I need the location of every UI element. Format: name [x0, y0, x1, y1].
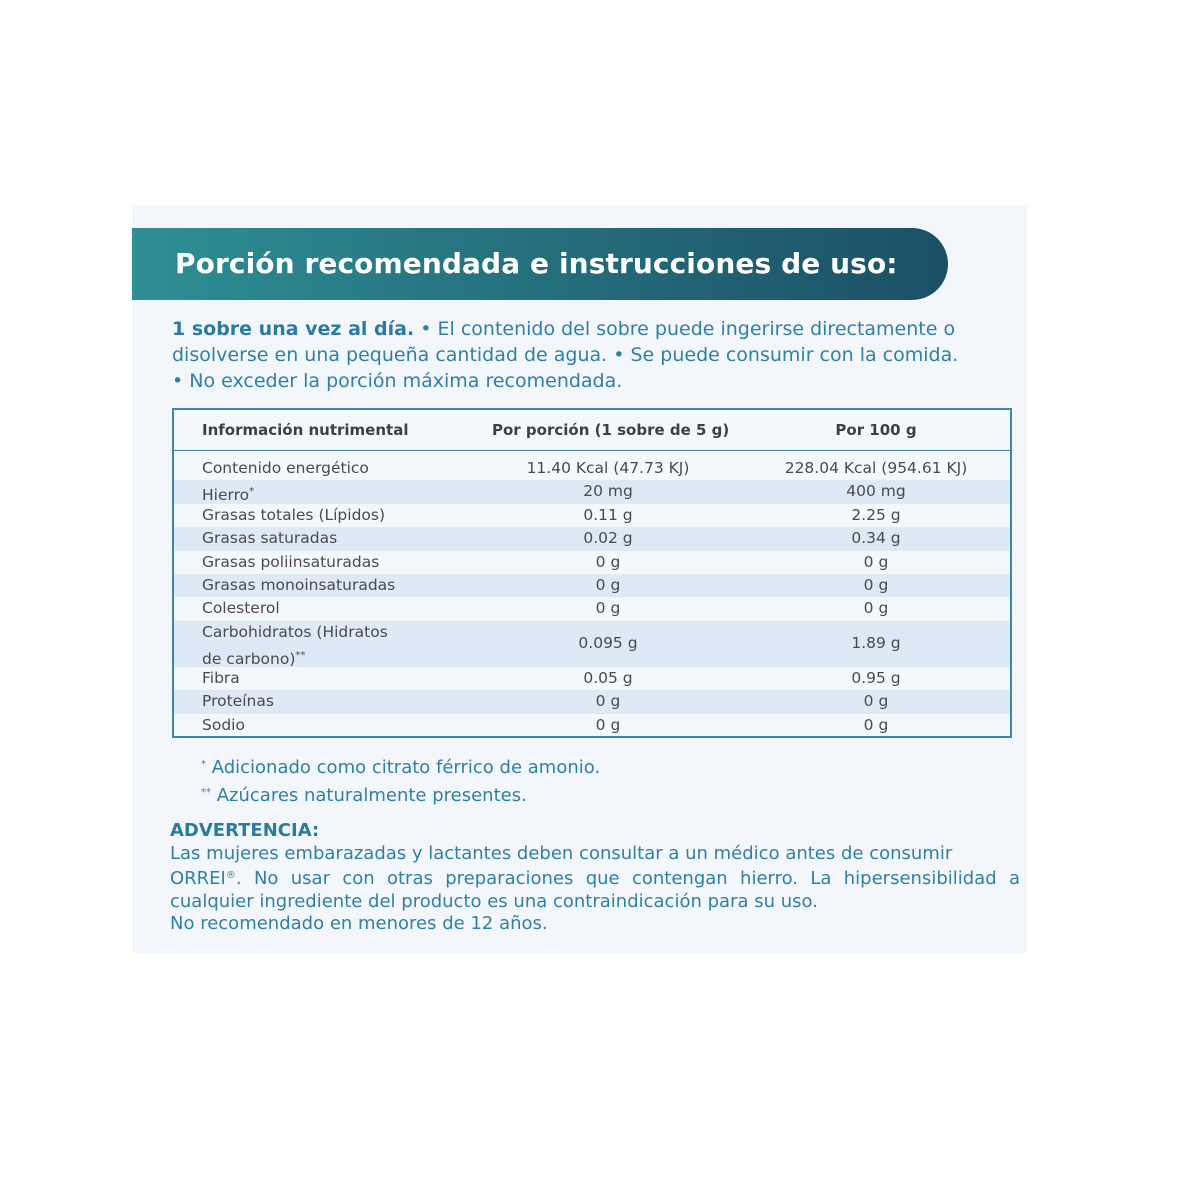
per-serving-value: 20 mg [583, 482, 633, 501]
footnote-2-text: Azúcares naturalmente presentes. [211, 785, 527, 806]
per-100g-value: 1.89 g [851, 633, 901, 652]
nutrient-name: Colesterol [202, 599, 280, 618]
warning-line-2-text: . No usar con otras preparaciones que contengan hierro. La hipersensibilidad a [235, 868, 1020, 889]
header-nutrient: Información nutrimental [202, 421, 409, 439]
table-row [174, 551, 1010, 574]
nutrient-name: Hierro* [202, 486, 255, 505]
warning-title: ADVERTENCIA: [170, 820, 320, 841]
footnotes [201, 752, 600, 808]
per-100g-value: 0 g [863, 715, 889, 734]
nutrient-name: Sodio [202, 715, 245, 734]
instructions-line-2: disolverse en una pequeña cantidad de agua. • Se puede consumir con la comida. [172, 344, 959, 366]
nutrient-name: Contenido energético [202, 459, 369, 477]
per-100g-value: 0 g [863, 552, 889, 571]
footnote-2 [201, 780, 600, 808]
nutrient-name: Grasas saturadas [202, 529, 338, 548]
nutrient-name: Grasas monoinsaturadas [202, 576, 396, 594]
section-banner [132, 228, 948, 300]
instructions-text-1: • El contenido del sobre puede ingerirse directamente o [414, 318, 956, 340]
table-row [174, 527, 1010, 550]
table-row [174, 597, 1010, 620]
per-serving-value: 0 g [595, 692, 621, 711]
per-100g-value: 0 g [863, 692, 889, 711]
brand-name: ORREI [170, 868, 226, 889]
table-row [174, 690, 1010, 713]
per-serving-value: 0.05 g [583, 668, 633, 687]
nutrition-table [172, 408, 1012, 738]
nutrient-name: Grasas totales (Lípidos) [202, 505, 386, 524]
table-row [174, 714, 1010, 737]
per-serving-value: 0.02 g [583, 529, 633, 548]
per-100g-value: 2.25 g [851, 505, 901, 524]
table-row [174, 504, 1010, 527]
usage-instructions [172, 316, 992, 394]
per-100g-value: 0 g [863, 599, 889, 618]
footnote-1 [201, 752, 600, 780]
per-serving-value: 0.11 g [583, 505, 633, 524]
per-serving-value: 0 g [595, 552, 621, 571]
table-row [174, 621, 1010, 667]
per-100g-value: 0 g [863, 576, 889, 594]
instructions-line-3: • No exceder la porción máxima recomendada. [172, 370, 623, 392]
per-serving-value: 0 g [595, 715, 621, 734]
header-per-serving: Por porción (1 sobre de 5 g) [492, 421, 730, 439]
footnote-2-mark: ** [201, 787, 211, 798]
warning-section [170, 820, 1020, 936]
section-title: Porción recomendada e instrucciones de uso: [175, 247, 898, 280]
dose-text: 1 sobre una vez al día. [172, 318, 415, 340]
table-row [174, 451, 1010, 477]
per-serving-value: 11.40 Kcal (47.73 KJ) [526, 459, 690, 477]
nutrient-name: Fibra [202, 668, 240, 687]
footnote-1-mark: * [201, 759, 206, 770]
table-row [174, 667, 1010, 690]
per-100g-value: 228.04 Kcal (954.61 KJ) [784, 459, 968, 477]
warning-line-2 [170, 865, 1020, 891]
instructions-line-1 [172, 316, 992, 342]
warning-line-4: No recomendado en menores de 12 años. [170, 913, 548, 934]
per-serving-value: 0.095 g [578, 633, 638, 652]
warning-line-3: cualquier ingrediente del producto es una contraindicación para su uso. [170, 890, 818, 912]
per-serving-value: 0 g [595, 576, 621, 594]
per-100g-value: 0.34 g [851, 529, 901, 548]
warning-line-1: Las mujeres embarazadas y lactantes deben consultar a un médico antes de consumir [170, 842, 953, 864]
table-header-row [174, 410, 1010, 451]
nutrient-name: Proteínas [202, 692, 274, 711]
nutrient-name: Carbohidratos (Hidratos de carbono)** [202, 622, 388, 668]
table-row [174, 480, 1010, 503]
header-per-100g: Por 100 g [835, 421, 917, 439]
nutrient-name: Grasas poliinsaturadas [202, 552, 380, 571]
table-row [174, 574, 1010, 597]
registered-mark: ® [225, 870, 236, 881]
footnote-1-text: Adicionado como citrato férrico de amonio. [206, 757, 601, 778]
per-serving-value: 0 g [595, 599, 621, 618]
per-100g-value: 0.95 g [851, 668, 901, 687]
per-100g-value: 400 mg [846, 482, 906, 501]
